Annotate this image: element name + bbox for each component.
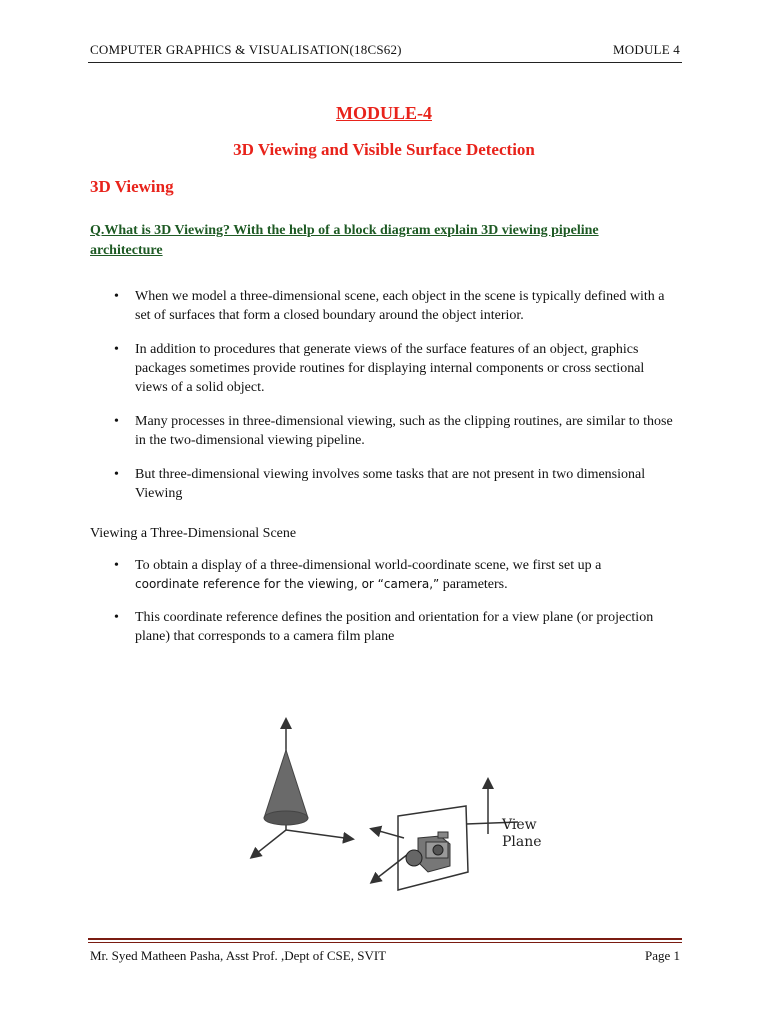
camera-icon bbox=[406, 832, 450, 872]
list-item-text: Many processes in three-dimensional viewing, such as the clipping routines, are similar to those in the two-dimensional viewing pipeline. bbox=[135, 414, 673, 448]
bullet-list-secondary bbox=[90, 556, 680, 660]
cone-object bbox=[252, 720, 352, 857]
header-course-title: COMPUTER GRAPHICS & VISUALISATION(18CS62) bbox=[90, 42, 402, 57]
module-title: MODULE-4 bbox=[336, 103, 432, 123]
section-heading: 3D Viewing bbox=[90, 177, 174, 196]
bullet-icon: • bbox=[114, 342, 119, 357]
viewing-figure bbox=[240, 712, 570, 907]
subsection-line: Viewing a Three-Dimensional Scene bbox=[90, 526, 297, 541]
bullet-icon: • bbox=[114, 558, 119, 573]
list-item-text: When we model a three-dimensional scene, each object in the scene is typically defined with a set of surfaces that form a closed boundary around the object interior. bbox=[135, 289, 665, 323]
view-plane-label-line2: Plane bbox=[502, 834, 542, 850]
bullet-icon: • bbox=[114, 414, 119, 429]
list-item-text: This coordinate reference defines the position and orientation for a view plane (or projection plane) that corresponds to a camera film plane bbox=[135, 610, 654, 644]
list-item-text: In addition to procedures that generate views of the surface features of an object, graphics packages sometimes provide routines for displaying internal components or cross sectional views of a solid object. bbox=[135, 342, 645, 395]
page-header bbox=[90, 42, 680, 58]
footer-divider-thin bbox=[88, 942, 682, 943]
list-item-text-tail: parameters. bbox=[442, 577, 508, 592]
header-divider bbox=[88, 62, 682, 63]
list-item bbox=[90, 287, 680, 325]
footer-author: Mr. Syed Matheen Pasha, Asst Prof. ,Dept of CSE, SVIT bbox=[90, 948, 387, 963]
list-item-text: But three-dimensional viewing involves some tasks that are not present in two dimensional Viewing bbox=[135, 467, 646, 501]
bullet-icon: • bbox=[114, 289, 119, 304]
page-footer bbox=[90, 948, 680, 964]
list-item bbox=[90, 608, 680, 646]
footer-page-number: Page 1 bbox=[644, 948, 680, 963]
list-item bbox=[90, 412, 680, 450]
footer-divider bbox=[88, 938, 682, 940]
module-subtitle: 3D Viewing and Visible Surface Detection bbox=[233, 140, 535, 159]
list-item-text-inline: coordinate reference for the viewing, or “camera,” bbox=[135, 577, 440, 591]
bullet-icon: • bbox=[114, 610, 119, 625]
bullet-list bbox=[90, 287, 680, 518]
list-item-text: To obtain a display of a three-dimensional world-coordinate scene, we first set up a bbox=[135, 558, 602, 573]
header-module-label: MODULE 4 bbox=[613, 42, 680, 57]
question-heading: Q.What is 3D Viewing? With the help of a block diagram explain 3D viewing pipeline architecture bbox=[90, 223, 599, 258]
view-plane-label-line1: View bbox=[502, 817, 537, 833]
list-item bbox=[90, 465, 680, 503]
list-item bbox=[90, 556, 680, 594]
list-item bbox=[90, 340, 680, 397]
bullet-icon: • bbox=[114, 467, 119, 482]
